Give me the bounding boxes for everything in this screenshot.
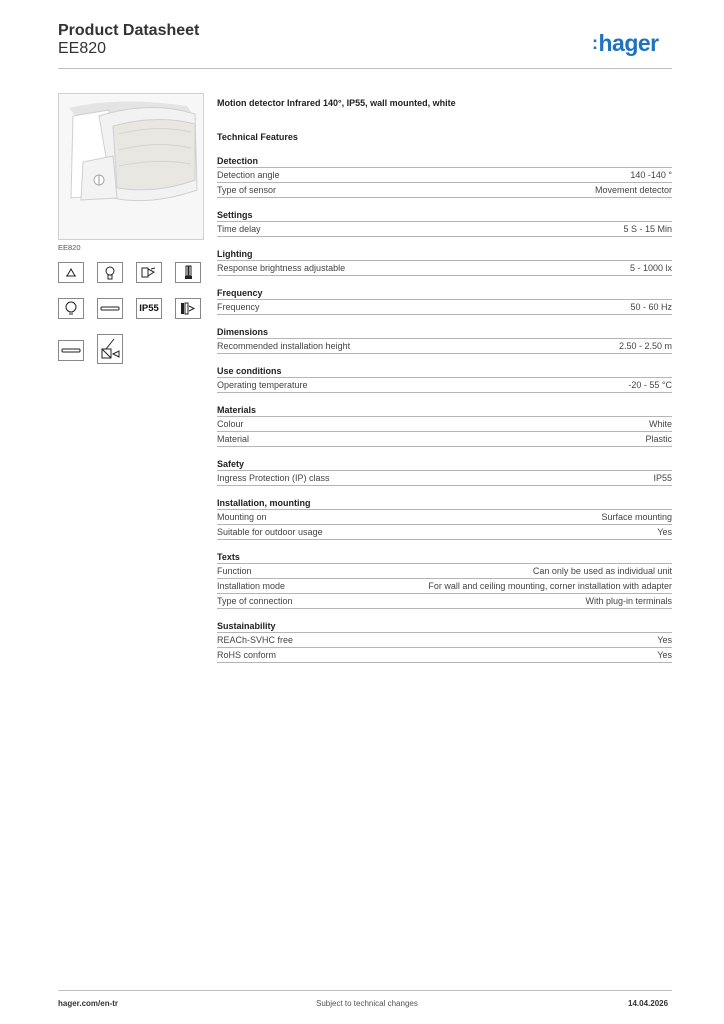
section-title: Sustainability — [217, 620, 672, 633]
mounting-icon — [58, 262, 84, 283]
spec-value: Can only be used as individual unit — [532, 566, 672, 576]
spec-row — [217, 168, 672, 183]
section-title: Lighting — [217, 248, 672, 261]
section-sustainability — [217, 620, 672, 663]
section-title: Texts — [217, 551, 672, 564]
transformer-icon — [97, 334, 123, 364]
spec-label: Time delay — [217, 224, 261, 234]
spec-value: -20 - 55 °C — [628, 380, 672, 390]
section-settings — [217, 209, 672, 237]
section-dimensions — [217, 326, 672, 354]
section-detection — [217, 155, 672, 198]
section-title: Materials — [217, 404, 672, 417]
led-icon — [136, 262, 162, 283]
spec-label: Type of sensor — [217, 185, 277, 195]
product-code: EE820 — [58, 40, 107, 57]
spec-row — [217, 594, 672, 609]
spec-row — [217, 222, 672, 237]
spec-label: Frequency — [217, 302, 260, 312]
section-lighting — [217, 248, 672, 276]
spec-row — [217, 564, 672, 579]
footer-website-link[interactable]: hager.com/en-tr — [58, 999, 119, 1008]
spec-row — [217, 648, 672, 663]
spec-label: Function — [217, 566, 252, 576]
section-title: Dimensions — [217, 326, 672, 339]
spec-value: IP55 — [653, 473, 672, 483]
header-divider — [58, 68, 672, 69]
spec-value: Surface mounting — [601, 512, 672, 522]
spec-label: Mounting on — [217, 512, 267, 522]
spec-row — [217, 432, 672, 447]
section-title: Use conditions — [217, 365, 672, 378]
spec-row — [217, 579, 672, 594]
spec-row — [217, 510, 672, 525]
tube-icon — [97, 298, 123, 319]
spec-label: Material — [217, 434, 250, 444]
section-frequency — [217, 287, 672, 315]
tube-light-icon — [58, 340, 84, 361]
spec-label: Recommended installation height — [217, 341, 351, 351]
spec-value: With plug-in terminals — [585, 596, 672, 606]
bulb-icon — [58, 298, 84, 319]
spec-label: RoHS conform — [217, 650, 277, 660]
spec-label: Installation mode — [217, 581, 286, 591]
spec-value: White — [648, 419, 672, 429]
spec-label: Type of connection — [217, 596, 293, 606]
section-title: Detection — [217, 155, 672, 168]
section-installation — [217, 497, 672, 540]
section-use-conditions — [217, 365, 672, 393]
hager-logo[interactable]: :hager — [592, 30, 659, 56]
spec-row — [217, 633, 672, 648]
section-title: Safety — [217, 458, 672, 471]
led-driver-icon — [175, 298, 201, 319]
spec-label: REACh-SVHC free — [217, 635, 294, 645]
footer-date: 14.04.2026 — [628, 999, 669, 1008]
section-title: Frequency — [217, 287, 672, 300]
spec-row — [217, 261, 672, 276]
spec-value: 50 - 60 Hz — [630, 302, 672, 312]
spec-value: Plastic — [645, 434, 672, 444]
spec-row — [217, 300, 672, 315]
product-reference: EE820 — [58, 243, 81, 252]
ip55-icon-label: IP55 — [139, 303, 159, 314]
spec-row — [217, 339, 672, 354]
footer-divider — [58, 990, 672, 991]
spec-row — [217, 471, 672, 486]
spec-value: 2.50 - 2.50 m — [618, 341, 672, 351]
spec-label: Response brightness adjustable — [217, 263, 346, 273]
spec-row — [217, 378, 672, 393]
spec-value: Movement detector — [594, 185, 672, 195]
lamp-icon — [97, 262, 123, 283]
spec-label: Suitable for outdoor usage — [217, 527, 323, 537]
spec-value: Yes — [657, 635, 672, 645]
spec-label: Colour — [217, 419, 244, 429]
spec-value: 5 - 1000 lx — [629, 263, 672, 273]
section-texts — [217, 551, 672, 609]
section-title: Settings — [217, 209, 672, 222]
spec-row — [217, 417, 672, 432]
product-description: Motion detector Infrared 140°, IP55, wall mounted, white — [217, 98, 456, 108]
spec-label: Detection angle — [217, 170, 280, 180]
section-title: Installation, mounting — [217, 497, 672, 510]
spec-value: 140 -140 ° — [630, 170, 672, 180]
section-materials — [217, 404, 672, 447]
spec-value: 5 S - 15 Min — [623, 224, 672, 234]
product-image — [58, 93, 204, 240]
fluorescent-icon — [175, 262, 201, 283]
technical-content — [217, 96, 672, 663]
page-title: Product Datasheet — [58, 22, 200, 39]
spec-label: Operating temperature — [217, 380, 308, 390]
spec-label: Ingress Protection (IP) class — [217, 473, 330, 483]
spec-row — [217, 525, 672, 540]
spec-value: Yes — [657, 527, 672, 537]
spec-row — [217, 183, 672, 198]
section-safety — [217, 458, 672, 486]
technical-features-heading: Technical Features — [217, 132, 298, 142]
spec-value: For wall and ceiling mounting, corner installation with adapter — [428, 581, 672, 591]
footer-notice: Subject to technical changes — [316, 999, 418, 1008]
spec-value: Yes — [657, 650, 672, 660]
ip55-icon — [136, 298, 162, 319]
